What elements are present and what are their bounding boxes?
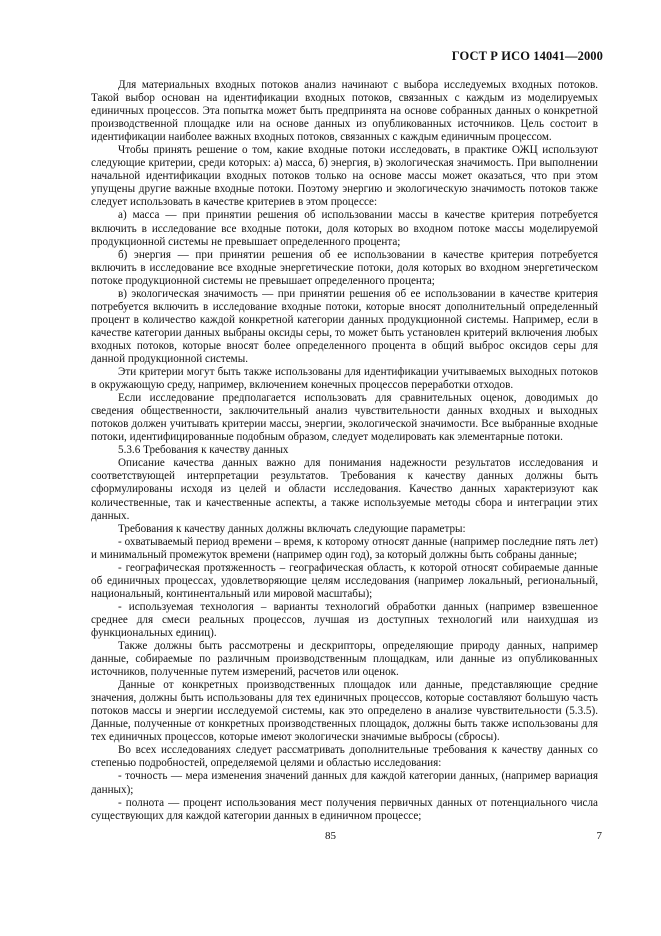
paragraph: Для материальных входных потоков анализ начинают с выбора исследуемых входных потоков. Такой выбор основан на идентификации входных потоков, связанных с каждым из моделируемых единичных процессов. Эта попытка может быть предпринята на основе собранных данных о конкретной производственной площадке или на основе данных из опубликованных источников. Цель состоит в идентификации наиболее важных входных потоков, связанных с каждым единичным процессом. bbox=[91, 79, 598, 144]
document-body bbox=[91, 79, 598, 823]
paragraph: Также должны быть рассмотрены и дескрипторы, определяющие природу данных, например данные, собираемые по различным производственным площадкам, или данные из опубликованных источников, полученные путем измерений, расчетов или оценок. bbox=[91, 640, 598, 679]
paragraph: Эти критерии могут быть также использованы для идентификации учитываемых выходных потоков в окружающую среду, например, включением конечных процессов переработки отходов. bbox=[91, 366, 598, 392]
list-item: - точность — мера изменения значений данных для каждой категории данных, (например вариация данных); bbox=[91, 770, 598, 796]
list-item: - охватываемый период времени – время, к которому относят данные (например последние пять лет) и минимальный промежуток времени (например один год), за который должны быть собраны данные; bbox=[91, 535, 598, 561]
paragraph: в) экологическая значимость — при принятии решения об ее использовании в качестве критерия потребуется включить в исследование входные потоки, которые вносят дополнительный определенный процент в количество каждой конкретной категории данных продукционной системы. Например, если в качестве категории данных выбраны оксиды серы, то может быть установлен критерий включения любых входных потоков, которые вносят более определенного процента в общий выброс оксидов серы для данной продукционной системы. bbox=[91, 287, 598, 365]
sheet-number: 7 bbox=[596, 830, 602, 842]
paragraph: Чтобы принять решение о том, какие входные потоки исследовать, в практике ОЖЦ используют следующие критерии, среди которых: а) масса, б) энергия, в) экологическая значимость. При выполнении начальной идентификации входных потоков только на основе массы может оказаться, что при этом упущены другие важные входные потоки. Поэтому энергию и экологическую значимость потоков также следует использовать в качестве критериев в этом процессе: bbox=[91, 144, 598, 209]
list-item: - географическая протяженность – географическая область, к которой относят собираемые данные об единичных процессах, удовлетворяющие целям исследования (например локальный, региональный, национальный, континентальный или мировой масштабы); bbox=[91, 561, 598, 600]
paragraph: Данные от конкретных производственных площадок или данные, представляющие средние значения, должны быть использованы для тех единичных процессов, которые составляют большую часть потоков массы и энергии исследуемой системы, как это определено в анализе чувствительности (5.3.5). Данные, полученные от конкретных производственных площадок, должны быть также использованы для тех единичных процессов, которые имеют экологически значимые выбросы (сбросы). bbox=[91, 679, 598, 744]
paragraph: а) масса — при принятии решения об использовании массы в качестве критерия потребуется включить в исследование все входные потоки, доля которых во входном потоке массы моделируемой продукционной системы не превышает определенного процента; bbox=[91, 209, 598, 248]
paragraph: Во всех исследованиях следует рассматривать дополнительные требования к качеству данных со степенью подробностей, определяемой целями и областью исследования: bbox=[91, 744, 598, 770]
page-number: 85 bbox=[325, 830, 336, 842]
paragraph: Если исследование предполагается использовать для сравнительных оценок, доводимых до сведения общественности, заключительный анализ чувствительности данных входных и выходных потоков должен учитывать критерии массы, энергии, экологической значимости. Все выбранные входные потоки, идентифицированные подобным образом, следует моделировать как элементарные потоки. bbox=[91, 392, 598, 444]
paragraph: Описание качества данных важно для понимания надежности результатов исследования и соответствующей интерпретации результатов. Требования к качеству данных должны быть сформулированы исходя из целей и области исследования. Качество данных характеризуют как количественные, так и качественные аспекты, а также используемые методы сбора и интеграции этих данных. bbox=[91, 457, 598, 522]
paragraph: б) энергия — при принятии решения об ее использовании в качестве критерия потребуется включить в исследование все входные энергетические потоки, доля которых во входном энергетическом потоке продукционной системы не превышает определенного процента; bbox=[91, 248, 598, 287]
section-heading: 5.3.6 Требования к качеству данных bbox=[118, 444, 289, 457]
paragraph: Требования к качеству данных должны включать следующие параметры: bbox=[118, 522, 466, 535]
list-item: - полнота — процент использования мест получения первичных данных от потенциального числа существующих для каждой категории данных в единичном процессе; bbox=[91, 796, 598, 822]
standard-header: ГОСТ Р ИСО 14041—2000 bbox=[451, 49, 603, 63]
list-item: - используемая технология – варианты технологий обработки данных (например взвешенное среднее для смеси реальных процессов, лучшая из доступных технологий или наихудшая из функциональных единиц). bbox=[91, 600, 598, 639]
